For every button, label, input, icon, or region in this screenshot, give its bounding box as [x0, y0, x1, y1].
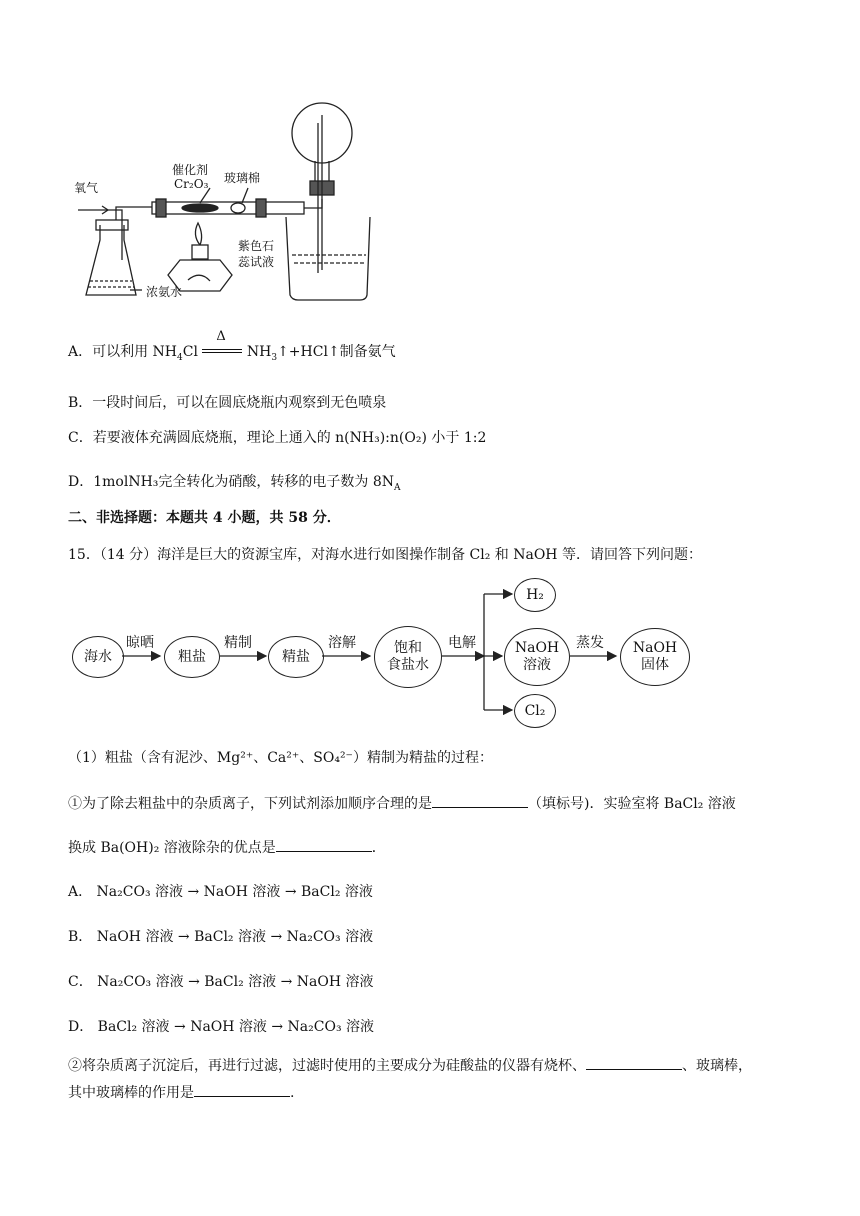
catalyst-label: 催化剂	[172, 163, 209, 177]
node-seawater-label: 海水	[84, 648, 112, 665]
glass-wool-label: 玻璃棉	[224, 171, 261, 185]
node-brine	[374, 626, 442, 688]
reaction-condition	[202, 329, 242, 357]
q15-q2-line1	[68, 1055, 752, 1076]
litmus-label-2: 蕊试液	[238, 255, 275, 269]
arrow-label-evaporation: 蒸发	[576, 635, 604, 651]
node-brine-label: 饱和 食盐水	[387, 640, 429, 673]
q15-q1-line2	[68, 837, 386, 858]
node-naoh-solid	[620, 628, 690, 686]
q2-text-d: .	[290, 1085, 295, 1101]
catalyst-formula: Cr₂O₃	[174, 177, 209, 191]
q15-q1-line1	[68, 793, 736, 814]
equals-line-top	[202, 349, 242, 350]
option-c: C．若要液体充满圆底烧瓶，理论上通入的 n(NH₃):n(O₂) 小于 1:2	[68, 430, 487, 446]
q15-option-a: A． Na₂CO₃ 溶液 → NaOH 溶液 → BaCl₂ 溶液	[68, 884, 373, 900]
delta-symbol: Δ	[216, 329, 226, 344]
q2-text-a: ②将杂质离子沉淀后，再进行过滤，过滤时使用的主要成分为硅酸盐的仪器有烧杯、	[68, 1058, 586, 1074]
arrow-label-drying: 晾晒	[126, 635, 154, 651]
q1-text-b: （填标号)．实验室将 BaCl₂ 溶液	[528, 796, 736, 812]
q1-text-c: 换成 Ba(OH)₂ 溶液除杂的优点是	[68, 840, 276, 856]
option-d-sub: A	[394, 482, 401, 493]
q15-q2-line2	[68, 1082, 294, 1103]
node-h2	[514, 578, 556, 612]
q15-option-c: C． Na₂CO₃ 溶液 → BaCl₂ 溶液 → NaOH 溶液	[68, 974, 374, 990]
arrow-label-refining: 精制	[224, 635, 252, 651]
flow-chart	[60, 578, 700, 728]
node-cl2	[514, 694, 556, 728]
node-naoh-solution-label: NaOH 溶液	[514, 640, 560, 673]
litmus-label-1: 紫色石	[238, 239, 275, 253]
q15-option-b: B． NaOH 溶液 → BaCl₂ 溶液 → Na₂CO₃ 溶液	[68, 929, 374, 945]
option-a-sub2: 3	[271, 352, 278, 363]
option-a-sub: 4	[177, 352, 183, 363]
node-naoh-solution	[504, 628, 570, 686]
node-seawater	[72, 636, 124, 678]
arrow-label-dissolving: 溶解	[328, 635, 356, 651]
answer-blank-3[interactable]	[586, 1055, 682, 1070]
answer-blank-2[interactable]	[276, 837, 372, 852]
option-d	[68, 472, 401, 498]
answer-blank-1[interactable]	[432, 793, 528, 808]
q15-sub1: （1）粗盐（含有泥沙、Mg²⁺、Ca²⁺、SO₄²⁻）精制为精盐的过程：	[68, 750, 493, 766]
q1-text-a: ①为了除去粗盐中的杂质离子，下列试剂添加顺序合理的是	[68, 796, 432, 812]
option-a	[68, 329, 396, 368]
q1-text-d: ．	[371, 840, 386, 856]
equals-line-bottom	[202, 352, 242, 353]
node-crude-salt-label: 粗盐	[178, 648, 206, 665]
node-crude-salt	[164, 636, 220, 678]
option-a-rest2: ↑+HCl↑制备氨气	[277, 344, 396, 360]
arrow-label-electrolysis: 电解	[448, 635, 476, 651]
option-a-mid: Cl	[182, 344, 198, 360]
node-refined-salt	[268, 636, 324, 678]
option-a-rest1: NH	[246, 344, 272, 360]
conc-ammonia-label: 浓氨水	[146, 285, 183, 299]
section-title: 二、非选择题：本题共 4 小题，共 58 分．	[68, 510, 341, 526]
node-refined-salt-label: 精盐	[282, 648, 310, 665]
node-naoh-solid-label: NaOH 固体	[632, 640, 678, 673]
node-cl2-label: Cl₂	[524, 702, 546, 719]
option-b: B．一段时间后，可以在圆底烧瓶内观察到无色喷泉	[68, 395, 387, 411]
q2-text-b: 、玻璃棒，	[682, 1058, 752, 1074]
q15-option-d: D． BaCl₂ 溶液 → NaOH 溶液 → Na₂CO₃ 溶液	[68, 1019, 375, 1035]
option-d-text: D．1molNH₃完全转化为硝酸，转移的电子数为 8N	[68, 474, 394, 490]
q2-text-c: 其中玻璃棒的作用是	[68, 1085, 194, 1101]
q15-stem: 15．（14 分）海洋是巨大的资源宝库，对海水进行如图操作制备 Cl₂ 和 NaOH 等．请回答下列问题：	[68, 547, 702, 563]
node-h2-label: H₂	[526, 586, 544, 603]
apparatus-drawing	[60, 95, 530, 310]
option-a-prefix: A．可以利用 NH	[68, 344, 178, 360]
oxygen-label: 氧气	[74, 181, 99, 195]
apparatus-figure	[60, 95, 530, 310]
answer-blank-4[interactable]	[194, 1082, 290, 1097]
